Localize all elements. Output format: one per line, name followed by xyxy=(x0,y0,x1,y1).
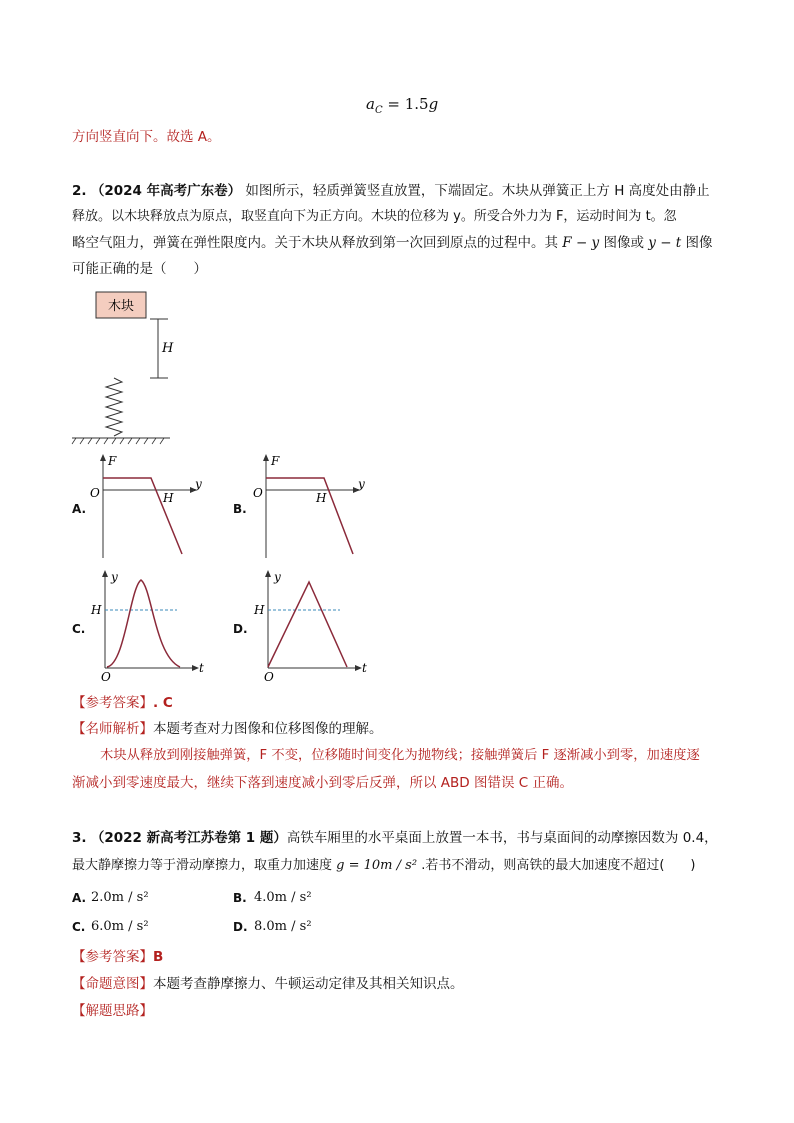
c-curve xyxy=(107,580,180,667)
q2-answer-line xyxy=(72,693,173,713)
q3-option-b-value[interactable]: 4.0m / s² xyxy=(254,890,312,905)
a-y-axis-label: F xyxy=(108,454,117,468)
q2-option-b-label[interactable]: B. xyxy=(233,502,247,516)
q3-answer-line xyxy=(72,947,163,967)
q2-math-fy: F − y xyxy=(562,235,600,251)
q3-option-d-label[interactable]: D. xyxy=(233,920,248,934)
b-curve xyxy=(266,478,353,554)
block-label: 木块 xyxy=(107,299,135,314)
q3-text-line1: 高铁车厢里的水平桌面上放置一本书，书与桌面间的动摩擦因数为 0.4， xyxy=(286,830,718,846)
c-origin-label: O xyxy=(101,670,111,683)
q3-option-c-label[interactable]: C. xyxy=(72,920,86,934)
c-y-arrow xyxy=(102,570,108,577)
c-x-axis-label: t xyxy=(199,661,204,675)
q2-text-line1: 如图所示，轻质弹簧竖直放置，下端固定。木块从弹簧正上方 H 高度处由静止 xyxy=(245,183,710,199)
height-label: H xyxy=(162,341,174,356)
q2-text-line3a: 略空气阻力，弹簧在弹性限度内。关于木块从释放到第一次回到原点的过程中。其 xyxy=(72,235,558,251)
q2-answer-tag: 【参考答案】 xyxy=(72,695,153,711)
q2-source: （2024 年高考广东卷） xyxy=(90,183,242,199)
q3-option-c-value[interactable]: 6.0m / s² xyxy=(91,919,149,934)
q3-intent-tag: 【命题意图】 xyxy=(72,976,153,992)
q2-analysis-line1 xyxy=(72,719,383,739)
b-y-axis-label: F xyxy=(271,454,280,468)
q3-option-b-label[interactable]: B. xyxy=(233,891,247,905)
q2-answer-value: . C xyxy=(153,695,173,711)
c-y-axis-label: y xyxy=(111,570,118,584)
q3-line2 xyxy=(72,856,695,876)
q3-option-d-value[interactable]: 8.0m / s² xyxy=(254,919,312,934)
q3-text-line2b: .若书不滑动，则高铁的最大加速度不超过( ) xyxy=(421,858,696,873)
formula-top xyxy=(366,95,438,116)
spring-coil xyxy=(106,378,122,436)
q2-analysis-tag: 【名师解析】 xyxy=(72,721,153,737)
b-y-arrow xyxy=(263,454,269,461)
q2-option-b-graph[interactable] xyxy=(248,452,373,562)
q2-option-d-label[interactable]: D. xyxy=(233,622,248,636)
q3-thinking-tag: 【解题思路】 xyxy=(72,1003,153,1019)
q2-option-d-graph[interactable] xyxy=(248,568,373,683)
q3-option-a-value[interactable]: 2.0m / s² xyxy=(91,890,149,905)
spring-block-figure xyxy=(68,290,188,450)
q3-answer-tag: 【参考答案】 xyxy=(72,949,153,965)
a-origin-label: O xyxy=(90,486,100,500)
q2-analysis-text1: 本题考查对力图像和位移图像的理解。 xyxy=(153,721,383,737)
d-origin-label: O xyxy=(264,670,274,683)
q3-answer-value: B xyxy=(153,949,164,965)
c-h-label: H xyxy=(91,603,102,617)
a-y-arrow xyxy=(100,454,106,461)
q2-text-line3c: 图像 xyxy=(685,235,713,251)
d-h-label: H xyxy=(254,603,265,617)
formula-rhs: = 1.5 xyxy=(387,95,429,113)
q2-analysis-line3: 渐减小到零速度最大，继续下落到速度减小到零后反弹，所以 ABD 图错误 C 正确。 xyxy=(72,775,573,791)
q3-option-a-label[interactable]: A. xyxy=(72,891,87,905)
a-curve xyxy=(103,478,182,554)
q2-text-line3b: 图像或 xyxy=(603,235,644,251)
q2-option-c-label[interactable]: C. xyxy=(72,622,86,636)
d-y-axis-label: y xyxy=(274,570,281,584)
q3-number: 3. xyxy=(72,830,87,846)
a-h-label: H xyxy=(163,491,174,505)
formula-lhs-sub: C xyxy=(374,105,383,116)
q3-intent-text: 本题考查静摩擦力、牛顿运动定律及其相关知识点。 xyxy=(153,976,464,992)
q2-number: 2. xyxy=(72,183,87,199)
formula-rhs-var: g xyxy=(428,95,439,113)
q2-text-line4: 可能正确的是（ ） xyxy=(72,261,207,277)
q2-option-a-graph[interactable] xyxy=(85,452,210,562)
q3-intent-line xyxy=(72,974,464,994)
b-origin-label: O xyxy=(253,486,263,500)
q3-line1 xyxy=(72,828,718,848)
formula-lhs-var: a xyxy=(366,95,375,113)
c-x-arrow xyxy=(192,665,199,671)
d-y-arrow xyxy=(265,570,271,577)
q3-math-g: g = 10m / s² xyxy=(336,858,418,873)
q2-line1 xyxy=(72,181,710,201)
q2-option-c-graph[interactable] xyxy=(85,568,210,683)
q2-text-line2: 释放。以木块释放点为原点，取竖直向下为正方向。木块的位移为 y。所受合外力为 F，运动时间为 t。忽 xyxy=(72,209,677,224)
ground-hatch xyxy=(72,438,164,444)
b-h-label: H xyxy=(316,491,327,505)
q2-line3 xyxy=(72,233,713,253)
d-x-arrow xyxy=(355,665,362,671)
q2-option-a-label[interactable]: A. xyxy=(72,502,87,516)
prev-answer-line: 方向竖直向下。故选 A。 xyxy=(72,129,221,145)
b-x-axis-label: y xyxy=(358,477,365,491)
q3-text-line2a: 最大静摩擦力等于滑动摩擦力，取重力加速度 xyxy=(72,858,333,873)
q2-math-yt: y − t xyxy=(648,235,682,251)
a-x-axis-label: y xyxy=(195,477,202,491)
d-x-axis-label: t xyxy=(362,661,367,675)
q2-analysis-line2: 木块从释放到刚接触弹簧，F 不变，位移随时间变化为抛物线；接触弹簧后 F 逐渐减小到零，加速度逐 xyxy=(100,748,700,763)
d-curve xyxy=(268,582,347,667)
q3-source: （2022 新高考江苏卷第 1 题） xyxy=(90,830,287,846)
